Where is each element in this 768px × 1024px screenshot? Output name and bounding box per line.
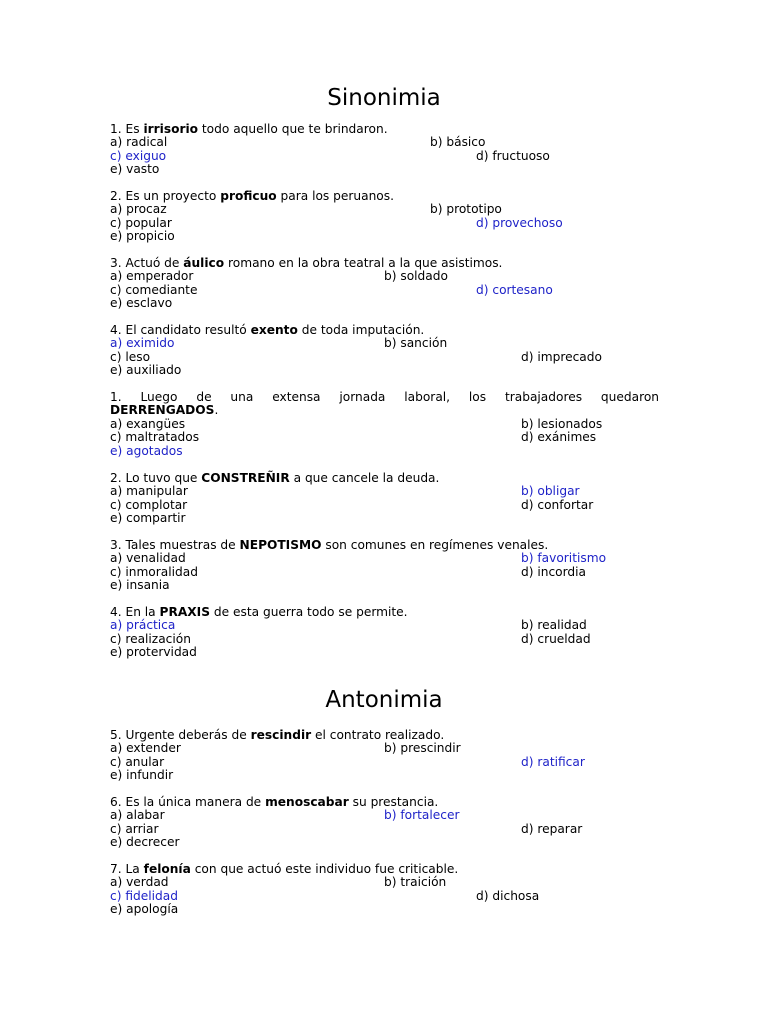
options-row <box>110 337 659 350</box>
option-a[interactable]: a) venalidad <box>110 551 186 566</box>
question-stem: 7. La felonía con que actuó este individuo fue criticable. <box>110 862 459 876</box>
question-stem: 3. Actuó de áulico romano en la obra teatral a la que asistimos. <box>110 256 503 270</box>
question-stem: 4. El candidato resultó exento de toda imputación. <box>110 323 425 337</box>
options-row <box>110 646 659 659</box>
option-c[interactable]: c) inmoralidad <box>110 564 198 579</box>
option-c[interactable]: c) maltratados <box>110 430 200 445</box>
option-e[interactable]: e) agotados <box>110 443 183 458</box>
keyword: exento <box>250 323 298 337</box>
options-row <box>110 351 659 364</box>
question-block <box>110 729 659 783</box>
option-d[interactable]: d) imprecado <box>521 349 602 364</box>
option-d[interactable]: d) exánimes <box>521 430 597 445</box>
options-row <box>110 203 659 216</box>
option-d[interactable]: d) incordia <box>521 564 587 579</box>
option-b[interactable]: b) realidad <box>521 618 587 633</box>
keyword: felonía <box>143 862 191 876</box>
option-e[interactable]: e) esclavo <box>110 296 173 311</box>
question-block <box>110 257 659 311</box>
options-row <box>110 499 659 512</box>
options-row <box>110 217 659 230</box>
option-a[interactable]: a) emperador <box>110 269 194 284</box>
section-title-antonimia: Antonimia <box>325 687 443 713</box>
option-c[interactable]: c) realización <box>110 631 191 646</box>
option-e[interactable]: e) protervidad <box>110 645 197 660</box>
option-e[interactable]: e) apología <box>110 902 179 917</box>
question-stem: 2. Es un proyecto proficuo para los peruanos. <box>110 189 394 203</box>
option-b[interactable]: b) lesionados <box>521 416 603 431</box>
section-title-sinonimia: Sinonimia <box>327 85 441 111</box>
option-e[interactable]: e) compartir <box>110 511 186 526</box>
option-b[interactable]: b) sanción <box>384 336 448 351</box>
options-row <box>110 485 659 498</box>
options-row <box>110 230 659 243</box>
option-a[interactable]: a) práctica <box>110 618 176 633</box>
options-row <box>110 619 659 632</box>
options-row <box>110 579 659 592</box>
question-stem: 4. En la PRAXIS de esta guerra todo se permite. <box>110 605 408 619</box>
options-row <box>110 876 659 889</box>
options-row <box>110 742 659 755</box>
options-row <box>110 769 659 782</box>
keyword: áulico <box>183 256 225 270</box>
option-a[interactable]: a) procaz <box>110 202 167 217</box>
option-b[interactable]: b) obligar <box>521 484 580 499</box>
question-stem: 5. Urgente deberás de rescindir el contrato realizado. <box>110 728 445 742</box>
option-d[interactable]: d) fructuoso <box>476 148 550 163</box>
keyword: DERRENGADOS <box>110 403 215 418</box>
option-e[interactable]: e) decrecer <box>110 835 180 850</box>
question-stem-continued: DERRENGADOS. <box>110 403 219 418</box>
option-a[interactable]: a) alabar <box>110 808 165 823</box>
options-row <box>110 809 659 822</box>
option-c[interactable]: c) complotar <box>110 497 188 512</box>
options-row <box>110 418 659 431</box>
keyword: proficuo <box>220 189 277 203</box>
option-d[interactable]: d) crueldad <box>521 631 591 646</box>
question-stem: 6. Es la única manera de menoscabar su prestancia. <box>110 795 439 809</box>
options-row <box>110 890 659 903</box>
question-block <box>110 606 659 660</box>
options-row <box>110 270 659 283</box>
options-row <box>110 552 659 565</box>
keyword: menoscabar <box>265 795 349 809</box>
option-d[interactable]: d) cortesano <box>476 282 553 297</box>
options-row <box>110 756 659 769</box>
option-e[interactable]: e) auxiliado <box>110 363 182 378</box>
option-c[interactable]: c) leso <box>110 349 151 364</box>
options-row <box>110 431 659 444</box>
option-b[interactable]: b) soldado <box>384 269 448 284</box>
keyword: rescindir <box>250 728 312 742</box>
options-row <box>110 633 659 646</box>
option-e[interactable]: e) infundir <box>110 768 174 783</box>
option-c[interactable]: c) exiguo <box>110 148 167 163</box>
option-b[interactable]: b) básico <box>430 135 486 150</box>
option-b[interactable]: b) traición <box>384 875 447 890</box>
option-e[interactable]: e) propicio <box>110 229 175 244</box>
question-block <box>110 539 659 593</box>
options-row <box>110 823 659 836</box>
options-row <box>110 512 659 525</box>
option-d[interactable]: d) dichosa <box>476 888 540 903</box>
question-block <box>110 796 659 850</box>
option-b[interactable]: b) fortalecer <box>384 808 460 823</box>
options-row <box>110 136 659 149</box>
question-block <box>110 190 659 244</box>
keyword: irrisorio <box>143 122 199 136</box>
option-a[interactable]: a) eximido <box>110 336 175 351</box>
option-e[interactable]: e) vasto <box>110 162 160 177</box>
option-c[interactable]: c) comediante <box>110 282 198 297</box>
option-a[interactable]: a) extender <box>110 741 181 756</box>
question-stem: 3. Tales muestras de NEPOTISMO son comunes en regímenes venales. <box>110 538 549 552</box>
option-c[interactable]: c) fidelidad <box>110 888 178 903</box>
question-block <box>110 391 659 458</box>
question-stem: 1. Es irrisorio todo aquello que te brindaron. <box>110 122 388 136</box>
question-block <box>110 123 659 177</box>
option-d[interactable]: d) reparar <box>521 821 583 836</box>
option-c[interactable]: c) anular <box>110 754 165 769</box>
option-c[interactable]: c) popular <box>110 215 172 230</box>
question-stem: 2. Lo tuvo que CONSTREÑIR a que cancele la deuda. <box>110 471 440 485</box>
option-e[interactable]: e) insania <box>110 578 170 593</box>
options-row <box>110 297 659 310</box>
option-a[interactable]: a) verdad <box>110 875 169 890</box>
option-a[interactable]: a) manipular <box>110 484 188 499</box>
option-a[interactable]: a) exangües <box>110 416 186 431</box>
question-block <box>110 863 659 917</box>
keyword: NEPOTISMO <box>239 538 322 552</box>
option-a[interactable]: a) radical <box>110 135 168 150</box>
options-row <box>110 836 659 849</box>
question-stem: 1. Luego de una extensa jornada laboral, los trabajadores quedaron <box>110 390 659 404</box>
options-row <box>110 364 659 377</box>
keyword: PRAXIS <box>159 605 210 619</box>
option-b[interactable]: b) favoritismo <box>521 551 607 566</box>
option-d[interactable]: d) provechoso <box>476 215 563 230</box>
options-row <box>110 903 659 916</box>
question-block <box>110 324 659 378</box>
option-d[interactable]: d) confortar <box>521 497 594 512</box>
keyword: CONSTREÑIR <box>201 471 290 485</box>
option-d[interactable]: d) ratificar <box>521 754 585 769</box>
options-row <box>110 445 659 458</box>
option-b[interactable]: b) prototipo <box>430 202 502 217</box>
options-row <box>110 150 659 163</box>
question-block <box>110 472 659 526</box>
option-b[interactable]: b) prescindir <box>384 741 461 756</box>
option-c[interactable]: c) arriar <box>110 821 159 836</box>
options-row <box>110 284 659 297</box>
options-row <box>110 566 659 579</box>
options-row <box>110 163 659 176</box>
